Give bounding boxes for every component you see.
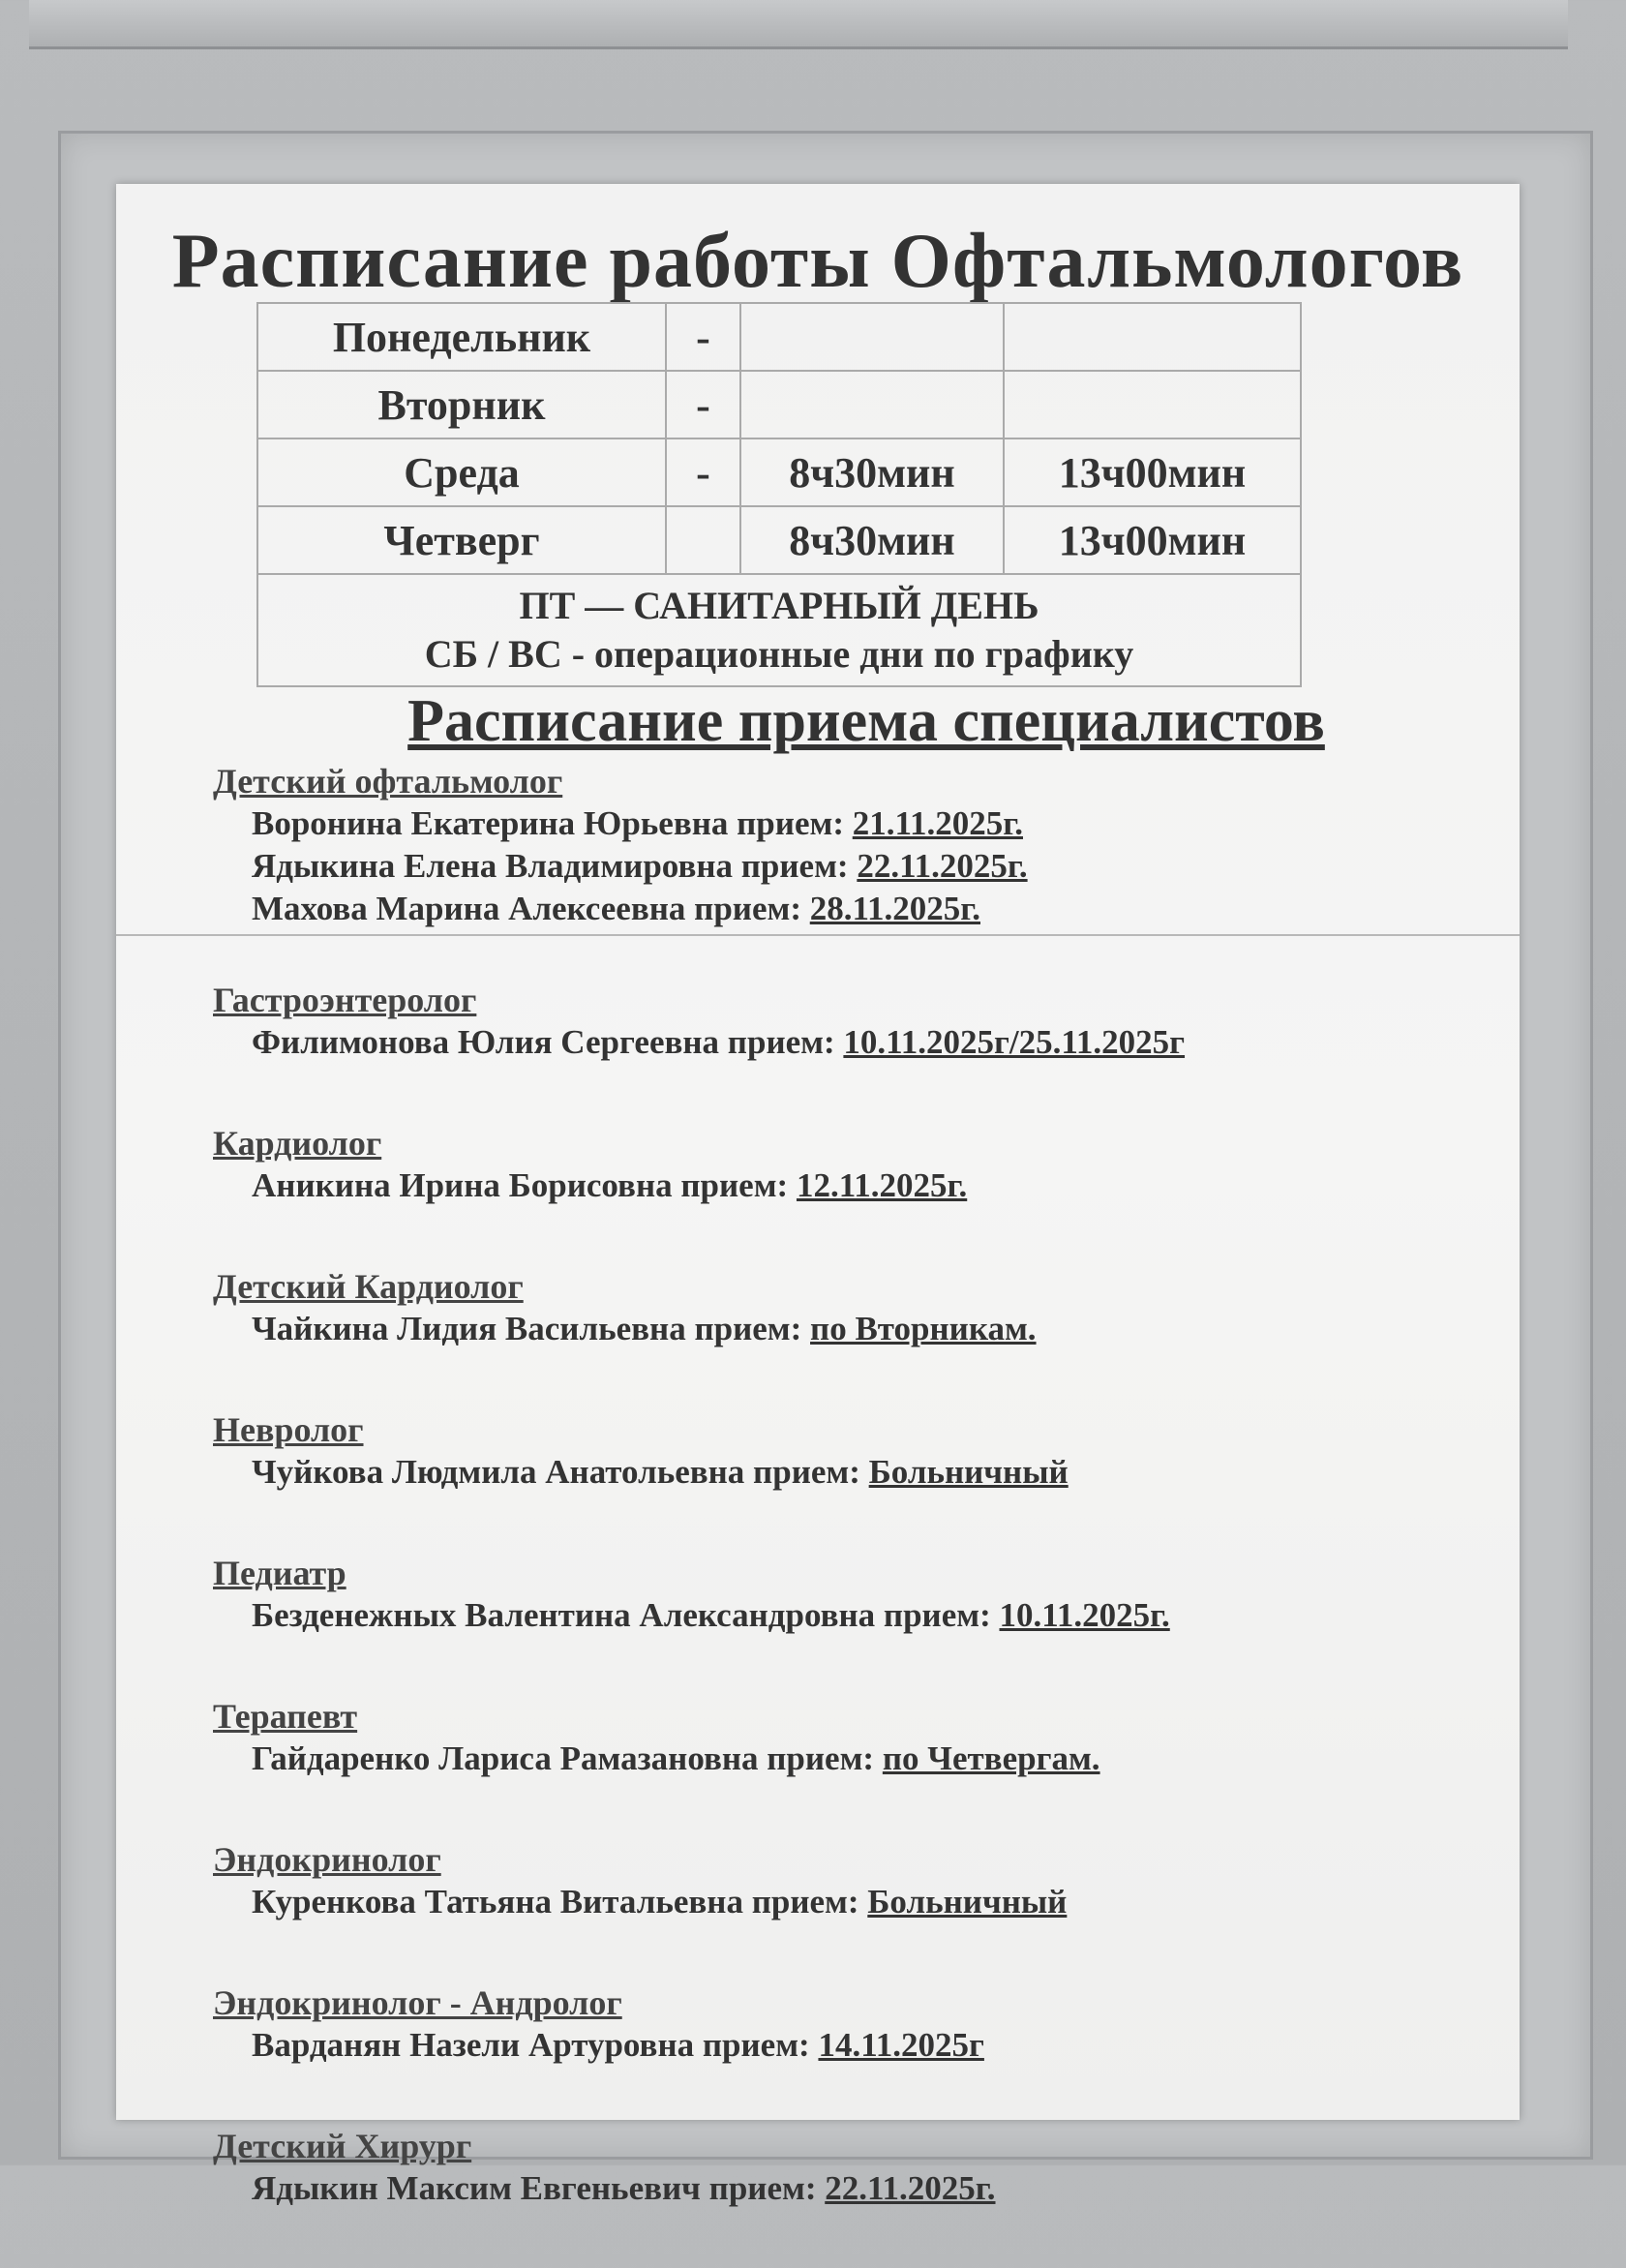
appointment-date: 10.11.2025г/25.11.2025г [843,1023,1186,1061]
specialty-title: Кардиолог [213,1124,382,1163]
specialists-list [213,760,1471,2268]
appointment-date: по Четвергам. [882,1739,1100,1777]
start-time-cell [740,371,1004,438]
dash-cell: - [666,303,740,371]
specialist-block [213,760,1471,930]
specialist-block [213,1838,1471,1923]
doctor-name: Куренкова Татьяна Витальевна прием: [252,1883,868,1920]
doctor-entry [213,802,1471,845]
doctor-name: Махова Марина Алексеевна прием: [252,890,810,927]
doctor-name: Аникина Ирина Борисовна прием: [252,1166,797,1204]
doctor-name: Чайкина Лидия Васильевна прием: [252,1310,811,1347]
appointment-date: Больничный [868,1453,1069,1491]
specialist-block [213,1408,1471,1494]
doctor-name: Гайдаренко Лариса Рамазановна прием: [252,1739,883,1777]
specialist-block [213,979,1471,1064]
notes-cell [257,574,1301,686]
doctor-entry [213,1451,1471,1494]
specialist-block [213,1552,1471,1637]
dash-cell: - [666,438,740,506]
doctor-name: Ядыкин Максим Евгеньевич прием: [252,2169,826,2207]
doctor-entry [213,1021,1471,1064]
day-cell: Понедельник [257,303,666,371]
dash-cell [666,506,740,574]
page-title: Расписание работы Офтальмологов [171,219,1464,304]
doctor-name: Воронина Екатерина Юрьевна прием: [252,804,853,842]
day-cell: Среда [257,438,666,506]
ophthalmologist-hours-table [256,302,1302,687]
hours-row [257,371,1301,438]
specialty-title: Эндокринолог - Андролог [213,1983,622,2022]
specialist-block [213,1695,1471,1780]
end-time-cell [1004,303,1301,371]
specialty-title: Педиатр [213,1554,346,1592]
specialty-title: Гастроэнтеролог [213,981,477,1019]
doctor-name: Варданян Назели Артуровна прием: [252,2026,819,2064]
appointment-date: 10.11.2025г. [999,1596,1170,1634]
doctor-entry [213,2024,1471,2067]
appointment-date: 12.11.2025г. [796,1166,968,1204]
appointment-date: 22.11.2025г. [825,2169,996,2207]
appointment-date: 28.11.2025г. [809,890,980,927]
appointment-date: Больничный [867,1883,1068,1920]
hours-row [257,506,1301,574]
specialists-heading: Расписание приема специалистов [407,688,1325,754]
specialist-block [213,1265,1471,1350]
appointment-date: 22.11.2025г. [857,847,1028,885]
doctor-name: Чуйкова Людмила Анатольевна прием: [252,1453,869,1491]
specialist-block [213,1122,1471,1207]
hours-row [257,438,1301,506]
dash-cell: - [666,371,740,438]
doctor-entry [213,1308,1471,1350]
specialist-block [213,1981,1471,2067]
specialist-block [213,2125,1471,2210]
doctor-name: Ядыкина Елена Владимировна прием: [252,847,858,885]
notes-row [257,574,1301,686]
doctor-entry [213,1881,1471,1923]
specialty-title: Терапевт [213,1697,358,1736]
doctor-name: Безденежных Валентина Александровна прием: [252,1596,1000,1634]
start-time-cell: 8ч30мин [740,438,1004,506]
doctor-entry [213,1738,1471,1780]
day-cell: Вторник [257,371,666,438]
doctor-entry [213,845,1471,888]
doctor-name: Филимонова Юлия Сергеевна прием: [252,1023,844,1061]
specialty-title: Эндокринолог [213,1840,441,1879]
end-time-cell: 13ч00мин [1004,506,1301,574]
board-top-rail [29,0,1568,49]
schedule-sheet [116,184,1520,2207]
start-time-cell [740,303,1004,371]
hours-row [257,303,1301,371]
specialty-title: Детский офтальмолог [213,762,563,801]
doctor-entry [213,1164,1471,1207]
doctor-entry [213,2167,1471,2210]
specialty-title: Невролог [213,1410,364,1449]
specialty-title: Детский Хирург [213,2127,472,2165]
end-time-cell [1004,371,1301,438]
doctor-entry [213,888,1471,930]
appointment-date: 21.11.2025г. [852,804,1023,842]
appointment-date: по Вторникам. [810,1310,1037,1347]
appointment-date: 14.11.2025г [818,2026,984,2064]
day-cell: Четверг [257,506,666,574]
weekend-note: СБ / ВС - операционные дни по графику [424,632,1134,676]
doctor-entry [213,1594,1471,1637]
start-time-cell: 8ч30мин [740,506,1004,574]
friday-note: ПТ — САНИТАРНЫЙ ДЕНЬ [519,584,1039,627]
specialty-title: Детский Кардиолог [213,1267,524,1306]
end-time-cell: 13ч00мин [1004,438,1301,506]
